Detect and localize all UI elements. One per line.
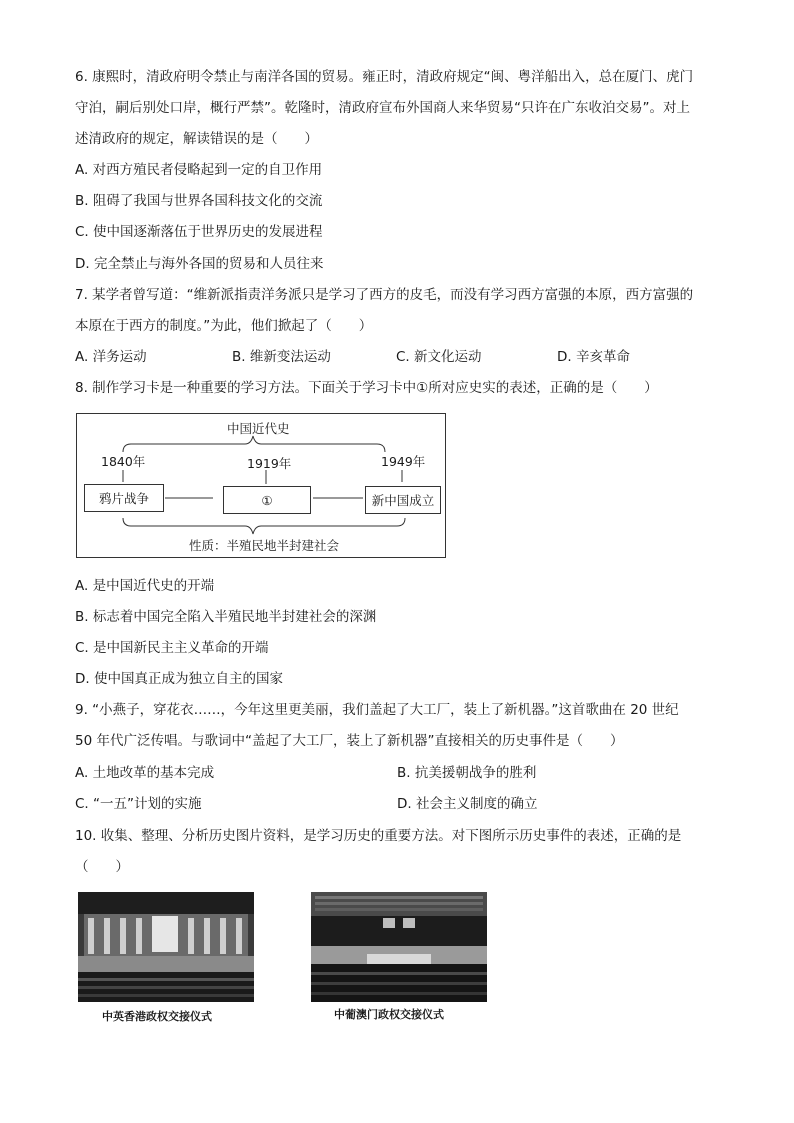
q7-stem-line-2: 本原在于西方的制度。”为此，他们掀起了（ ） (75, 318, 373, 334)
q10-stem-line-1: 10. 收集、整理、分析历史图片资料，是学习历史的重要方法。对下图所示历史事件的表述，正确的是 (75, 828, 682, 844)
caption-macau: 中葡澳门政权交接仪式 (334, 1008, 444, 1021)
q10-stem-line-2: （ ） (75, 859, 129, 875)
q6-stem-line-2: 守泊，嗣后别处口岸，概行严禁”。乾隆时，清政府宣布外国商人来华贸易“只许在广东收泊交易”。对上 (75, 100, 690, 116)
q7-option-d: D. 辛亥革命 (557, 349, 630, 365)
hong-kong-handover-photo (78, 892, 254, 1002)
q9-option-c: C. “一五”计划的实施 (75, 796, 202, 812)
q9-option-b: B. 抗美援朝战争的胜利 (397, 765, 537, 781)
q9-option-a: A. 土地改革的基本完成 (75, 765, 215, 781)
q6-option-b: B. 阻碍了我国与世界各国科技文化的交流 (75, 193, 323, 209)
macau-handover-image (311, 892, 487, 1002)
diagram-box-new-china: 新中国成立 (365, 486, 441, 514)
q7-option-b: B. 维新变法运动 (232, 349, 331, 365)
caption-hong-kong: 中英香港政权交接仪式 (102, 1010, 212, 1023)
q6-option-c: C. 使中国逐渐落伍于世界历史的发展进程 (75, 224, 323, 240)
q7-stem-line-1: 7. 某学者曾写道：“维新派指责洋务派只是学习了西方的皮毛，而没有学习西方富强的本原，西方富强的 (75, 287, 694, 303)
q7-option-a: A. 洋务运动 (75, 349, 147, 365)
q8-option-b: B. 标志着中国完全陷入半殖民地半封建社会的深渊 (75, 609, 377, 625)
q8-option-c: C. 是中国新民主主义革命的开端 (75, 640, 269, 656)
q9-option-d: D. 社会主义制度的确立 (397, 796, 538, 812)
q7-option-c: C. 新文化运动 (396, 349, 482, 365)
macau-handover-photo (311, 892, 487, 1002)
q8-option-d: D. 使中国真正成为独立自主的国家 (75, 671, 283, 687)
q9-stem-line-2: 50 年代广泛传唱。与歌词中“盖起了大工厂，装上了新机器”直接相关的历史事件是（ ） (75, 733, 624, 749)
diagram-year-1949: 1949年 (381, 454, 426, 469)
diagram-title: 中国近代史 (227, 421, 290, 436)
q6-stem-line-3: 述清政府的规定，解读错误的是（ ） (75, 131, 318, 147)
q8-stem-line-1: 8. 制作学习卡是一种重要的学习方法。下面关于学习卡中①所对应史实的表述，正确的是（ ） (75, 380, 658, 396)
q6-option-a: A. 对西方殖民者侵略起到一定的自卫作用 (75, 162, 323, 178)
study-card-diagram (76, 413, 446, 558)
q9-stem-line-1: 9. “小燕子，穿花衣……，今年这里更美丽，我们盖起了大工厂，装上了新机器。”这首歌曲在 20 世纪 (75, 702, 679, 718)
diagram-box-opium-war: 鸦片战争 (84, 484, 164, 512)
diagram-nature: 性质：半殖民地半封建社会 (189, 538, 340, 553)
diagram-box-blank: ① (223, 486, 311, 514)
diagram-year-1919: 1919年 (247, 456, 292, 471)
q6-option-d: D. 完全禁止与海外各国的贸易和人员往来 (75, 256, 324, 272)
q6-stem-line-1: 6. 康熙时，清政府明令禁止与南洋各国的贸易。雍正时，清政府规定“闽、粤洋船出入，总在厦门、虎门 (75, 69, 694, 85)
diagram-year-1840: 1840年 (101, 454, 146, 469)
q8-option-a: A. 是中国近代史的开端 (75, 578, 215, 594)
hong-kong-handover-image (78, 892, 254, 1002)
